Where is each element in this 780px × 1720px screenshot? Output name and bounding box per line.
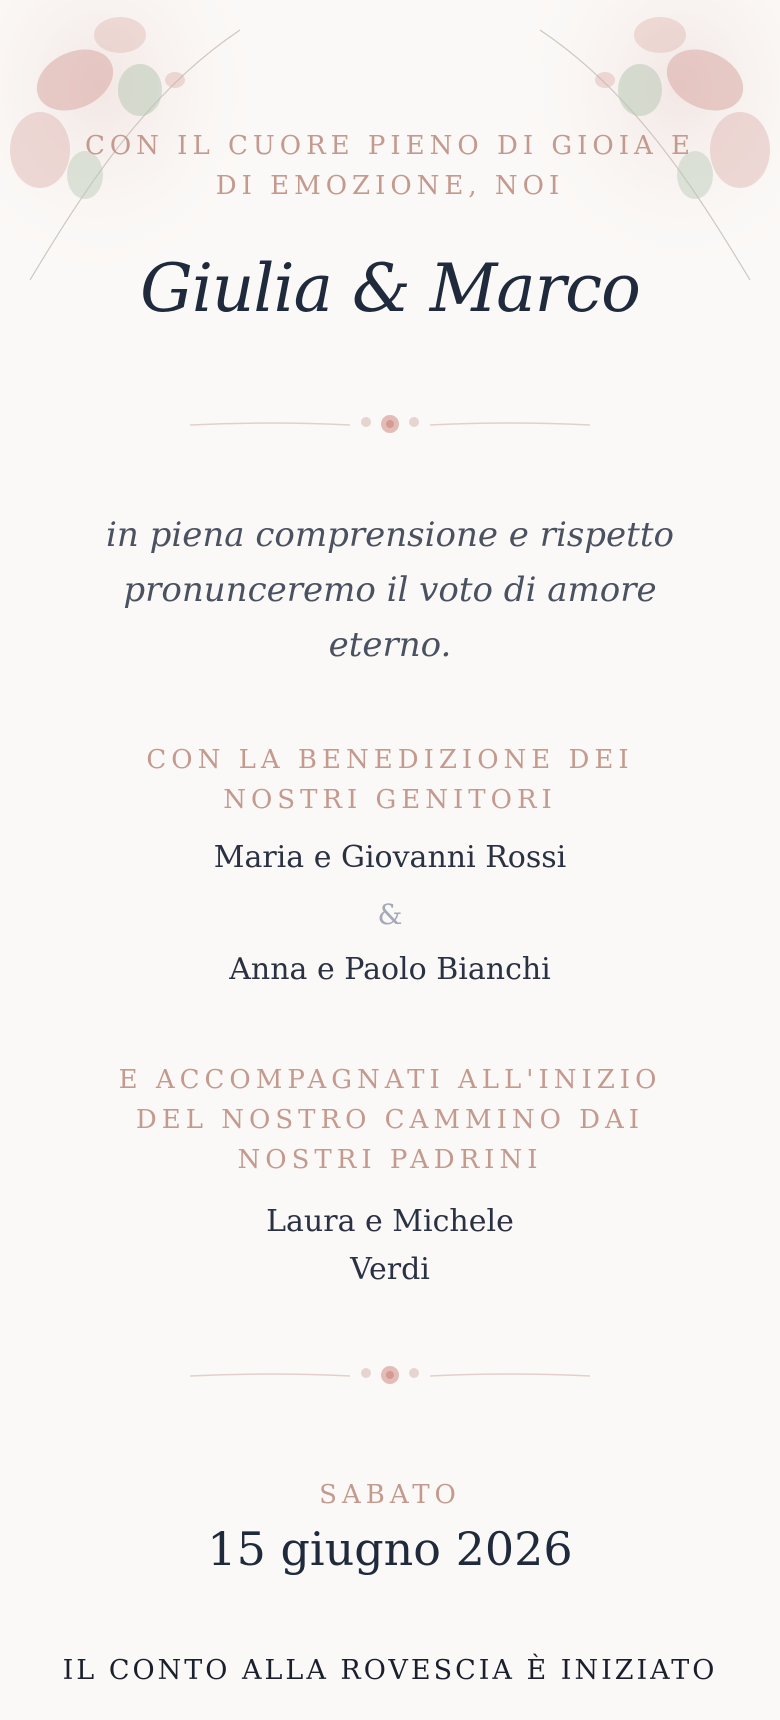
event-date: 15 giugno 2026 (207, 1522, 573, 1576)
godparents-label: E ACCOMPAGNATI ALL'INIZIO DEL NOSTRO CAMMINO DAI NOSTRI PADRINI (118, 1065, 662, 1175)
countdown-title: IL CONTO ALLA ROVESCIA È INIZIATO (62, 1655, 718, 1686)
parents-separator: & (377, 898, 403, 931)
ornamental-divider (190, 409, 590, 439)
intro-text: CON IL CUORE PIENO DI GIOIA E DI EMOZIONE, NOI (84, 131, 696, 201)
event-weekday: SABATO (319, 1480, 461, 1510)
godparents-names: Laura e Michele Verdi (266, 1204, 514, 1287)
couple-names: Giulia & Marco (140, 250, 640, 327)
vow-text: in piena comprensione e rispetto pronunceremo il voto di amore eterno. (106, 515, 674, 665)
parents-second-couple: Anna e Paolo Bianchi (229, 952, 551, 987)
parents-label: CON LA BENEDIZIONE DEI NOSTRI GENITORI (146, 745, 634, 815)
ornamental-divider (190, 1360, 590, 1390)
parents-first-couple: Maria e Giovanni Rossi (213, 840, 567, 875)
